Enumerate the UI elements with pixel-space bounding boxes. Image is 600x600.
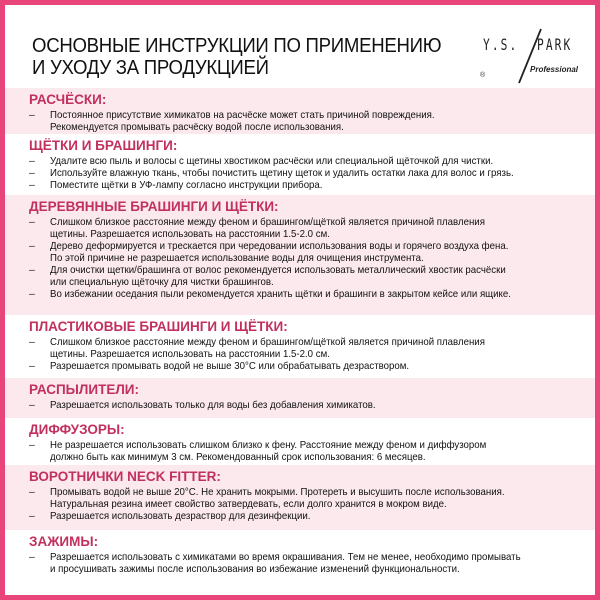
list-item [29,360,523,372]
list-item [29,109,468,133]
bullet-list [29,216,551,300]
item-text: щетины. Разрешается использовать на расстоянии 1.5-2.0 см. [50,228,330,240]
item-text: Рекомендуется промывать расчёску водой после использования. [50,121,344,133]
logo-text-right: PARK [537,35,573,54]
list-item [29,240,551,264]
section [5,315,595,378]
item-text: Разрешается использовать дезраствор для дезинфекции. [50,510,311,522]
item-text: Для очистки щетки/брашинга от волос рекомендуется использовать металлический хвостик расчёски [50,264,506,276]
bullet-dash: – [29,288,35,300]
item-text: Натуральная резина имеет свойство затвердевать, если долго хранится в мокром виде. [50,498,447,510]
bullet-list [29,399,404,411]
item-text: По этой причине не разрешается использование воды для очищения инструмента. [50,252,424,264]
bullet-list [29,155,554,191]
bullet-list [29,486,544,522]
bullet-dash: – [29,167,35,179]
bullet-dash: – [29,179,35,191]
list-item [29,551,562,575]
item-text: Используйте влажную ткань, чтобы почистить щетину щеток и удалить остатки лака для волос и грязь. [50,167,514,179]
bullet-list [29,109,468,133]
item-text: Не разрешается использовать слишком близко к фену. Расстояние между феном и диффузором [50,439,487,451]
list-item [29,216,551,240]
section-heading: ВОРОТНИЧКИ NECK FITTER: [29,469,221,484]
instructions-sheet [5,5,595,595]
section-heading: ЩЁТКИ И БРАШИНГИ: [29,138,178,153]
item-text: Постоянное присутствие химикатов на расчёске может стать причиной повреждения. [50,109,435,121]
bullet-dash: – [29,551,35,563]
bullet-dash: – [29,510,35,522]
bullet-dash: – [29,486,35,498]
item-text: Удалите всю пыль и волосы с щетины хвостиком расчёски или специальной щёточкой для чистки. [50,155,494,167]
section [5,378,595,418]
bullet-dash: – [29,336,35,348]
item-text: или специальную щёточку для чистки брашингов. [50,276,274,288]
item-text: Слишком близкое расстояние между феном и брашингом/щёткой является причиной плавления [50,216,485,228]
bullet-dash: – [29,155,35,167]
item-text: Поместите щётки в УФ-лампу согласно инструкции прибора. [50,179,323,191]
bullet-list [29,336,523,372]
bullet-list [29,551,562,575]
list-item [29,167,554,179]
list-item [29,510,544,522]
bullet-dash: – [29,216,35,228]
list-item [29,155,554,167]
logo-text-left: Y.S. [483,35,519,54]
item-text: Дерево деформируется и трескается при чередовании использования воды и горячего воздуха фена. [50,240,509,252]
bullet-dash: – [29,360,35,372]
bullet-dash: – [29,399,35,411]
section [5,134,595,195]
section-heading: РАСЧЁСКИ: [29,92,107,107]
page-title [32,35,441,79]
brand-logo [475,27,585,87]
registered-mark: ® [480,72,486,79]
item-text: Во избежании оседания пыли рекомендуется хранить щётки и брашинги в закрытом кейсе или ящике. [50,288,511,300]
bullet-dash: – [29,264,35,276]
list-item [29,288,551,300]
list-item [29,264,551,288]
item-text: должно быть как минимум 3 см. Рекомендованный срок использования: 6 месяцев. [50,451,426,463]
list-item [29,336,523,360]
item-text: щетины. Разрешается использовать на расстоянии 1.5-2.0 см. [50,348,330,360]
item-text: и просушивать зажимы после использования во избежание изменений функциональности. [50,563,460,575]
item-text: Разрешается промывать водой не выше 30°С или обрабатывать дезраствором. [50,360,410,372]
logo-subtitle: Professional [530,65,579,74]
list-item [29,399,404,411]
section-heading: ДИФФУЗОРЫ: [29,422,125,437]
section-heading: ПЛАСТИКОВЫЕ БРАШИНГИ И ЩЁТКИ: [29,319,288,334]
bullet-dash: – [29,439,35,451]
section [5,195,595,315]
section [5,465,595,530]
section [5,530,595,595]
item-text: Слишком близкое расстояние между феном и брашингом/щёткой является причиной плавления [50,336,485,348]
section [5,418,595,465]
bullet-dash: – [29,240,35,252]
bullet-list [29,439,524,463]
title-line: И УХОДУ ЗА ПРОДУКЦИЕЙ [32,57,269,79]
list-item [29,439,524,463]
item-text: Разрешается использовать только для воды без добавления химикатов. [50,399,376,411]
section [5,88,595,134]
item-text: Разрешается использовать с химикатами во время окрашивания. Тем не менее, необходимо промывать [50,551,521,563]
title-line: ОСНОВНЫЕ ИНСТРУКЦИИ ПО ПРИМЕНЕНИЮ [32,35,442,57]
section-heading: ДЕРЕВЯННЫЕ БРАШИНГИ И ЩЁТКИ: [29,199,279,214]
bullet-dash: – [29,109,35,121]
item-text: Промывать водой не выше 20°С. Не хранить мокрыми. Протереть и высушить после использования. [50,486,505,498]
list-item [29,486,544,510]
section-heading: РАСПЫЛИТЕЛИ: [29,382,139,397]
section-heading: ЗАЖИМЫ: [29,534,99,549]
list-item [29,179,554,191]
